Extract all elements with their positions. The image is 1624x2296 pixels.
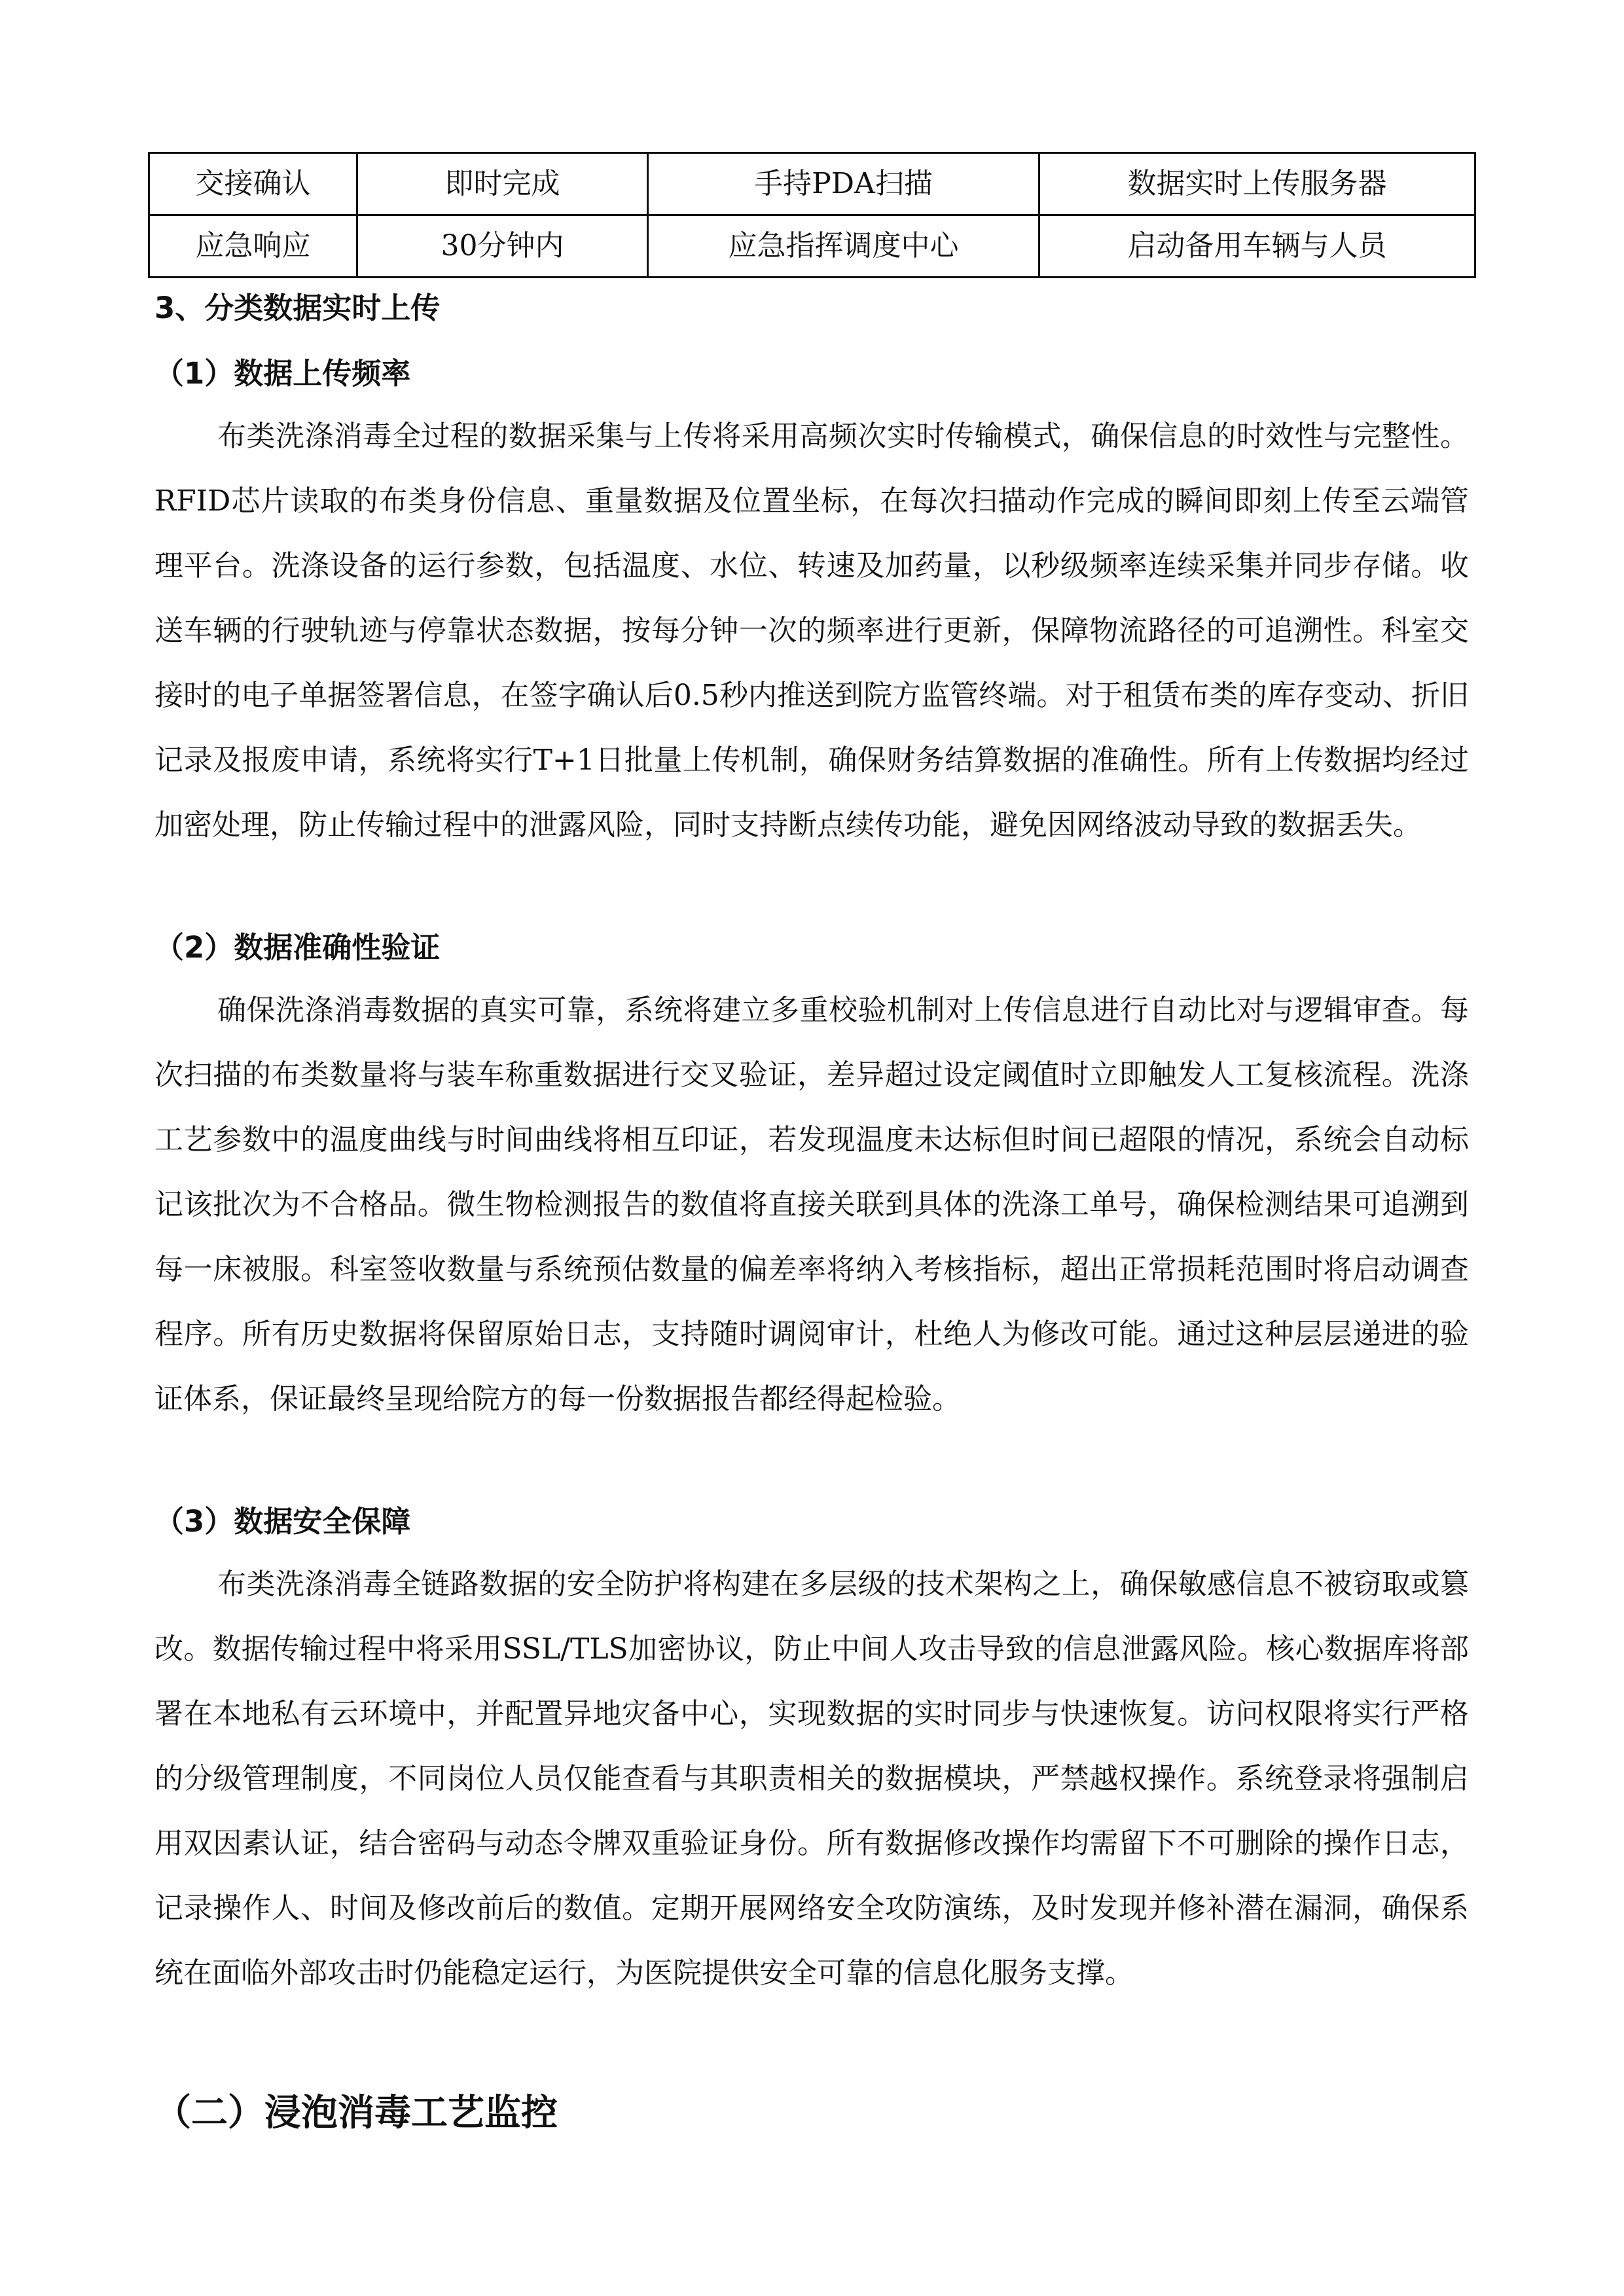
subsection-heading-data-security: （3）数据安全保障 <box>154 1504 411 1539</box>
section-heading: 3、分类数据实时上传 <box>154 291 441 325</box>
table-cell: 数据实时上传服务器 <box>1039 153 1475 215</box>
table-cell: 即时完成 <box>357 153 648 215</box>
table-row <box>149 153 1475 215</box>
next-section-heading: （二）浸泡消毒工艺监控 <box>154 2092 558 2134</box>
table-cell: 应急响应 <box>149 215 357 278</box>
table-cell: 30分钟内 <box>357 215 648 278</box>
paragraph-upload-frequency: 布类洗涤消毒全过程的数据采集与上传将采用高频次实时传输模式，确保信息的时效性与完整性。RFID芯片读取的布类身份信息、重量数据及位置坐标，在每次扫描动作完成的瞬间即刻上传至云端管理平台。洗涤设备的运行参数，包括温度、水位、转速及加药量，以秒级频率连续采集并同步存储。收送车辆的行驶轨迹与停靠状态数据，按每分钟一次的频率进行更新，保障物流路径的可追溯性。科室交接时的电子单据签署信息，在签字确认后0.5秒内推送到院方监管终端。对于租赁布类的库存变动、折旧记录及报废申请，系统将实行T+1日批量上传机制，确保财务结算数据的准确性。所有上传数据均经过加密处理，防止传输过程中的泄露风险，同时支持断点续传功能，避免因网络波动导致的数据丢失。 <box>154 420 1469 842</box>
paragraph-data-security: 布类洗涤消毒全链路数据的安全防护将构建在多层级的技术架构之上，确保敏感信息不被窃取或篡改。数据传输过程中将采用SSL/TLS加密协议，防止中间人攻击导致的信息泄露风险。核心数据库将部署在本地私有云环境中，并配置异地灾备中心，实现数据的实时同步与快速恢复。访问权限将实行严格的分级管理制度，不同岗位人员仅能查看与其职责相关的数据模块，严禁越权操作。系统登录将强制启用双因素认证，结合密码与动态令牌双重验证身份。所有数据修改操作均需留下不可删除的操作日志，记录操作人、时间及修改前后的数值。定期开展网络安全攻防演练，及时发现并修补潜在漏洞，确保系统在面临外部攻击时仍能稳定运行，为医院提供安全可靠的信息化服务支撑。 <box>154 1568 1469 1990</box>
table-cell: 启动备用车辆与人员 <box>1039 215 1475 278</box>
subsection-heading-accuracy-verification: （2）数据准确性验证 <box>154 930 441 965</box>
paragraph-accuracy-verification: 确保洗涤消毒数据的真实可靠，系统将建立多重校验机制对上传信息进行自动比对与逻辑审查。每次扫描的布类数量将与装车称重数据进行交叉验证，差异超过设定阈值时立即触发人工复核流程。洗涤工艺参数中的温度曲线与时间曲线将相互印证，若发现温度未达标但时间已超限的情况，系统会自动标记该批次为不合格品。微生物检测报告的数值将直接关联到具体的洗涤工单号，确保检测结果可追溯到每一床被服。科室签收数量与系统预估数量的偏差率将纳入考核指标，超出正常损耗范围时将启动调查程序。所有历史数据将保留原始日志，支持随时调阅审计，杜绝人为修改可能。通过这种层层递进的验证体系，保证最终呈现给院方的每一份数据报告都经得起检验。 <box>154 994 1469 1416</box>
table-cell: 应急指挥调度中心 <box>648 215 1039 278</box>
table-cell: 手持PDA扫描 <box>648 153 1039 215</box>
continuation-table <box>148 152 1476 278</box>
table-cell: 交接确认 <box>149 153 357 215</box>
subsection-heading-upload-frequency: （1）数据上传频率 <box>154 356 411 391</box>
table-row <box>149 215 1475 278</box>
